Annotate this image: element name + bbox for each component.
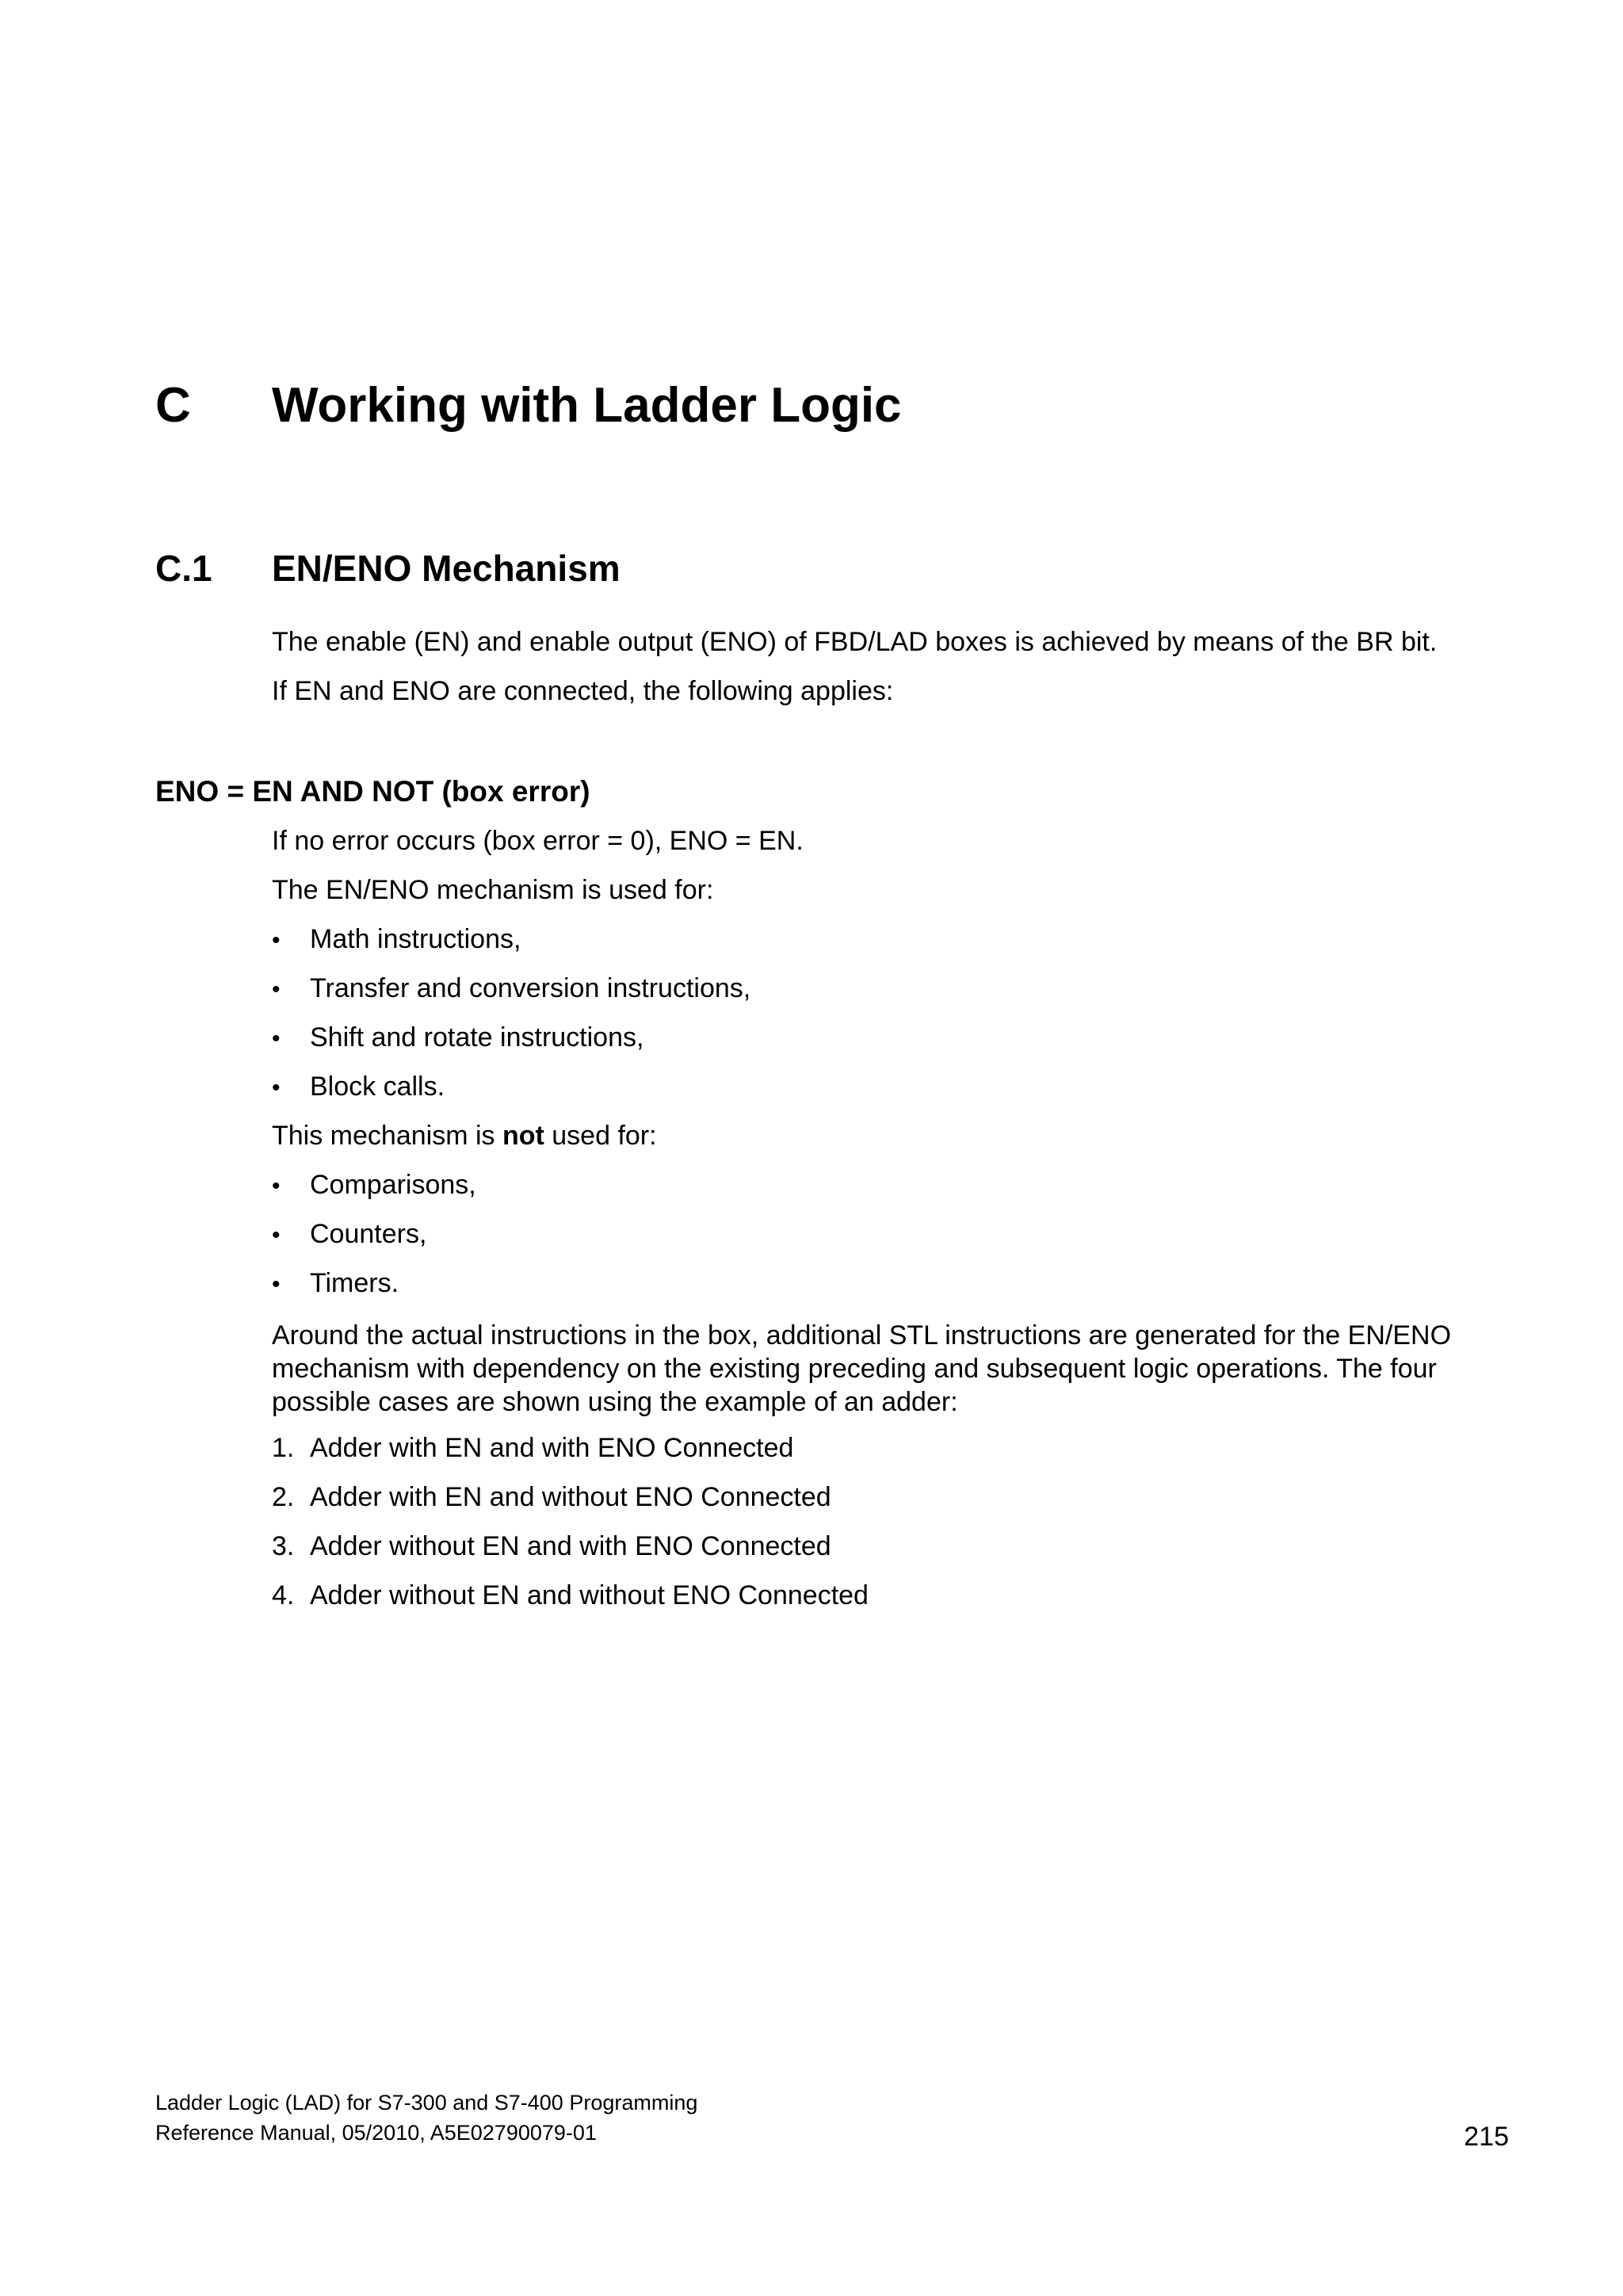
intro-line-2: If EN and ENO are connected, the following applies: <box>272 676 894 706</box>
numbered-item <box>272 1431 793 1465</box>
numbered-item-text: Adder with EN and without ENO Connected <box>310 1482 831 1512</box>
footer-line-1: Ladder Logic (LAD) for S7-300 and S7-400 Programming <box>155 2091 698 2115</box>
not-used-intro-after: used for: <box>544 1121 657 1151</box>
list-item-text: Timers. <box>310 1268 399 1298</box>
list-item <box>272 1021 643 1056</box>
bullet-marker: • <box>272 1075 281 1101</box>
bullet-marker: • <box>272 976 281 1003</box>
list-item <box>272 972 750 1007</box>
list-item <box>272 923 521 957</box>
list-item-text: Block calls. <box>310 1072 445 1102</box>
formula-heading: ENO = EN AND NOT (box error) <box>155 775 590 808</box>
page-number: 215 <box>1464 2122 1509 2152</box>
numbered-item <box>272 1480 831 1514</box>
used-for-intro: The EN/ENO mechanism is used for: <box>272 875 714 905</box>
numbered-item-text: Adder without EN and without ENO Connected <box>310 1580 869 1610</box>
footer-line-2: Reference Manual, 05/2010, A5E02790079-01 <box>155 2121 597 2145</box>
bullet-marker: • <box>272 927 281 953</box>
numbered-item <box>272 1530 831 1563</box>
bullet-marker: • <box>272 1271 281 1297</box>
numbered-item-text: Adder without EN and with ENO Connected <box>310 1531 831 1561</box>
number-marker: 1. <box>272 1433 295 1463</box>
list-item <box>272 1168 476 1203</box>
list-item-text: Counters, <box>310 1219 427 1249</box>
section-number: C.1 <box>155 548 212 589</box>
number-marker: 4. <box>272 1580 295 1610</box>
section-title: EN/ENO Mechanism <box>272 548 621 589</box>
list-item-text: Comparisons, <box>310 1170 476 1200</box>
list-item-text: Shift and rotate instructions, <box>310 1022 644 1052</box>
list-item-text: Transfer and conversion instructions, <box>310 973 751 1003</box>
list-item <box>272 1070 445 1105</box>
no-error-line: If no error occurs (box error = 0), ENO = EN. <box>272 826 804 856</box>
list-item <box>272 1266 399 1301</box>
chapter-letter: C <box>155 378 191 433</box>
number-marker: 3. <box>272 1531 295 1561</box>
intro-line-1: The enable (EN) and enable output (ENO) of FBD/LAD boxes is achieved by means of the BR bit. <box>272 627 1438 657</box>
bullet-marker: • <box>272 1222 281 1248</box>
not-used-intro <box>272 1119 657 1152</box>
bullet-marker: • <box>272 1173 281 1199</box>
chapter-title: Working with Ladder Logic <box>272 378 902 433</box>
not-used-intro-before: This mechanism is <box>272 1121 502 1151</box>
list-item <box>272 1217 426 1252</box>
bullet-marker: • <box>272 1026 281 1052</box>
list-item-text: Math instructions, <box>310 924 521 954</box>
number-marker: 2. <box>272 1482 295 1512</box>
not-used-intro-bold: not <box>502 1121 544 1151</box>
numbered-item-text: Adder with EN and with ENO Connected <box>310 1433 794 1463</box>
adder-paragraph: Around the actual instructions in the box, additional STL instructions are generated for the EN/ENO mechanism with dependency on the existing preceding and subsequent logic operations. The four possible cases are shown using the example of an adder: <box>272 1320 1452 1417</box>
numbered-item <box>272 1579 869 1612</box>
